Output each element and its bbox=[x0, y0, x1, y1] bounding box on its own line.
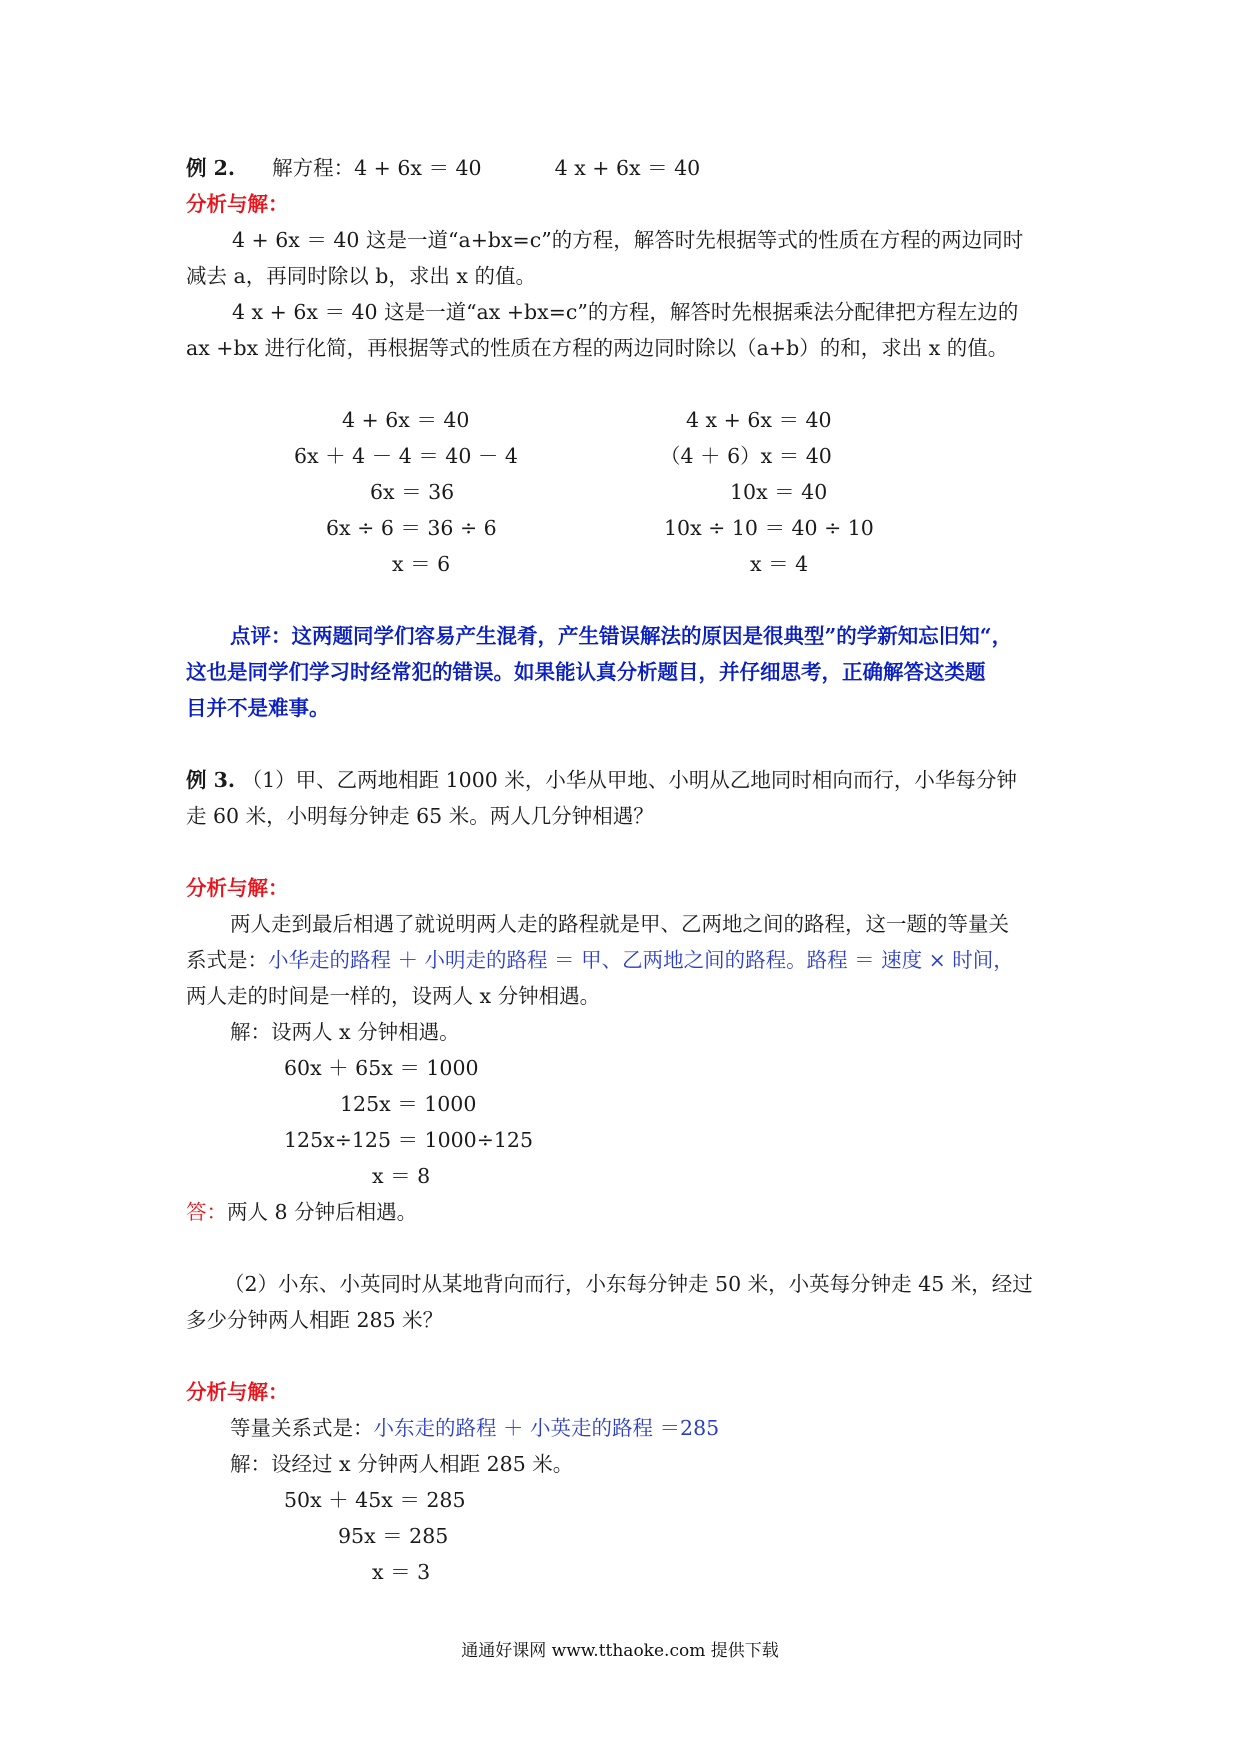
part-2-line-2: 多少分钟两人相距 285 米？ bbox=[186, 1308, 444, 1332]
example-2-prompt-2: 4 x + 6x ＝ 40 bbox=[554, 156, 701, 180]
right-step-3: 10x ＝ 40 bbox=[730, 480, 828, 504]
example-2-para1-line2: 减去 a，再同时除以 b，求出 x 的值。 bbox=[186, 264, 536, 288]
example-3-line-2: 走 60 米，小明每分钟走 65 米。两人几分钟相遇？ bbox=[186, 804, 654, 828]
comment-line-1: 点评：这两题同学们容易产生混肴，产生错误解法的原因是很典型”的学新知忘旧知“， bbox=[230, 624, 1013, 648]
comment-line-2: 这也是同学们学习时经常犯的错误。如果能认真分析题目，并仔细思考，正确解答这类题 bbox=[186, 660, 986, 684]
example-2-heading bbox=[186, 154, 700, 182]
example-3-analysis-heading: 分析与解： bbox=[186, 876, 289, 900]
right-step-5: x ＝ 4 bbox=[750, 552, 809, 576]
left-step-3: 6x ＝ 36 bbox=[370, 480, 455, 504]
part-2-step-1: 50x ＋ 45x ＝ 285 bbox=[284, 1488, 466, 1512]
part-2-analysis-heading: 分析与解： bbox=[186, 1380, 289, 1404]
right-step-4: 10x ÷ 10 ＝ 40 ÷ 10 bbox=[664, 516, 874, 540]
part-2-line-1: （2）小东、小英同时从某地背向而行，小东每分钟走 50 米，小英每分钟走 45 米，经过 bbox=[224, 1272, 1033, 1296]
example-2-para1-line1: 4 + 6x ＝ 40 这是一道“a+bx=c”的方程，解答时先根据等式的性质在方程的两边同时 bbox=[232, 228, 1024, 252]
left-step-1: 4 + 6x ＝ 40 bbox=[342, 408, 470, 432]
example-3-solve-intro: 解：设两人 x 分钟相遇。 bbox=[230, 1020, 460, 1044]
relation2-prefix: 等量关系式是： bbox=[230, 1416, 374, 1440]
example-2-para2-line1: 4 x + 6x ＝ 40 这是一道“ax +bx=c”的方程，解答时先根据乘法分配律把方程左边的 bbox=[232, 300, 1019, 324]
relation-prefix: 系式是： bbox=[186, 948, 268, 972]
comment-line-3: 目并不是难事。 bbox=[186, 696, 330, 720]
example-3-analysis-line-1: 两人走到最后相遇了就说明两人走的路程就是甲、乙两地之间的路程，这一题的等量关 bbox=[230, 912, 1009, 936]
example-3-line-1 bbox=[186, 766, 1017, 794]
page-footer: 通通好课网 www.tthaoke.com 提供下载 bbox=[461, 1641, 779, 1661]
example-3-step-2: 125x ＝ 1000 bbox=[340, 1092, 477, 1116]
part-2-relation bbox=[230, 1414, 719, 1442]
example-2-prompt: 解方程：4 + 6x ＝ 40 bbox=[272, 156, 482, 180]
part-2-step-3: x ＝ 3 bbox=[372, 1560, 431, 1584]
example-2-analysis-heading: 分析与解： bbox=[186, 192, 289, 216]
example-3-part1-text: （1）甲、乙两地相距 1000 米，小华从甲地、小明从乙地同时相向而行，小华每分钟 bbox=[241, 768, 1017, 792]
left-step-2: 6x ＋ 4 － 4 ＝ 40 － 4 bbox=[294, 444, 518, 468]
example-3-step-3: 125x÷125 ＝ 1000÷125 bbox=[284, 1128, 534, 1152]
example-3-analysis-line-3: 两人走的时间是一样的，设两人 x 分钟相遇。 bbox=[186, 984, 601, 1008]
answer-text: 两人 8 分钟后相遇。 bbox=[227, 1200, 418, 1224]
example-2-para2-line2: ax +bx 进行化简，再根据等式的性质在方程的两边同时除以（a+b）的和，求出 x 的值。 bbox=[186, 336, 1009, 360]
answer-label: 答： bbox=[186, 1200, 227, 1224]
relation-formula: 小华走的路程 ＋ 小明走的路程 ＝ 甲、乙两地之间的路程。路程 ＝ 速度 × 时间， bbox=[268, 948, 1014, 972]
part-2-step-2: 95x ＝ 285 bbox=[338, 1524, 449, 1548]
right-step-1: 4 x + 6x ＝ 40 bbox=[686, 408, 832, 432]
example-3-step-4: x ＝ 8 bbox=[372, 1164, 431, 1188]
example-3-analysis-line-2 bbox=[186, 946, 1014, 974]
part-2-solve-intro: 解：设经过 x 分钟两人相距 285 米。 bbox=[230, 1452, 574, 1476]
right-step-2: （4 ＋ 6）x ＝ 40 bbox=[660, 444, 832, 468]
example-3-step-1: 60x ＋ 65x ＝ 1000 bbox=[284, 1056, 479, 1080]
example-3-answer bbox=[186, 1198, 417, 1226]
example-3-label: 例 3. bbox=[186, 768, 236, 792]
left-step-5: x ＝ 6 bbox=[392, 552, 451, 576]
left-step-4: 6x ÷ 6 ＝ 36 ÷ 6 bbox=[326, 516, 497, 540]
example-2-label: 例 2. bbox=[186, 156, 236, 180]
relation2-formula: 小东走的路程 ＋ 小英走的路程 ＝285 bbox=[373, 1416, 720, 1440]
